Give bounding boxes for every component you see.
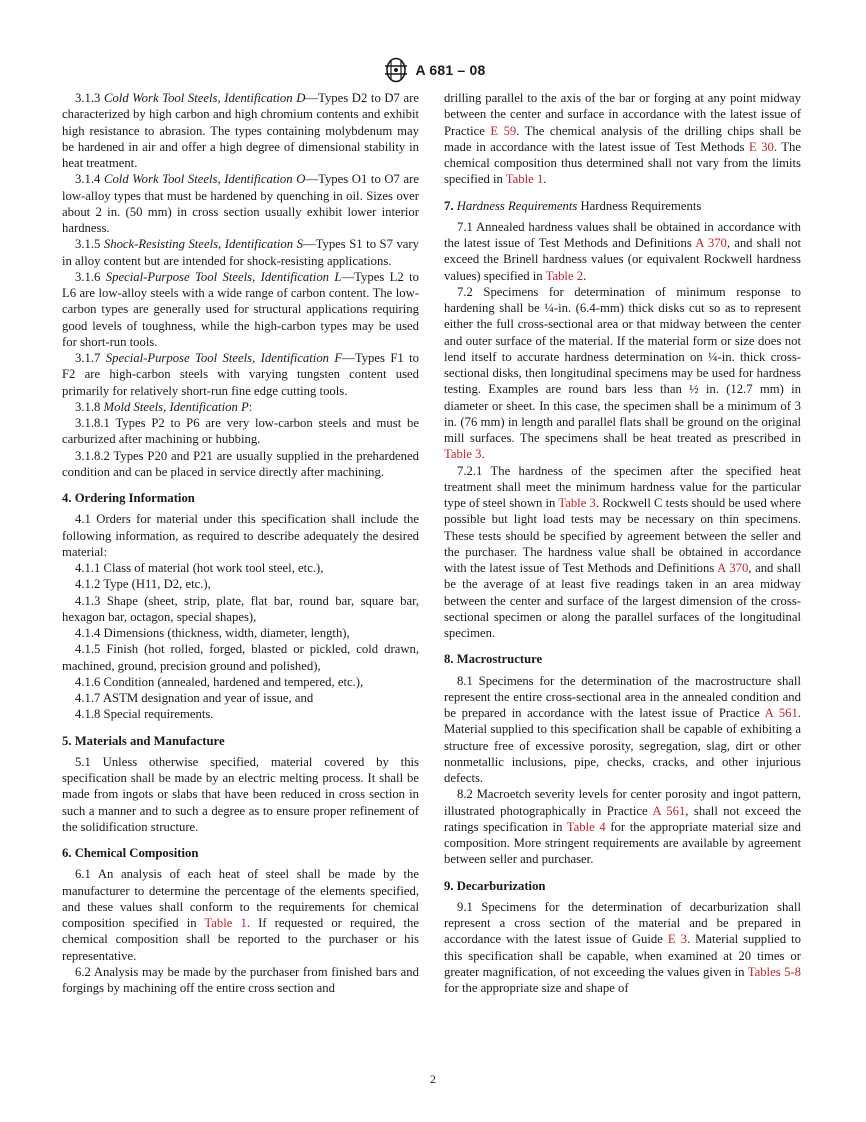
paragraph-3-1-7 bbox=[62, 350, 419, 399]
section-heading-4: 4. Ordering Information bbox=[62, 491, 195, 505]
paragraph-3-1-3 bbox=[62, 90, 419, 171]
paragraph-4-1: 4.1 Orders for material under this specification shall include the following information, as required to describe adequately the desired material: bbox=[62, 512, 419, 559]
section-number: 3.1.3 bbox=[75, 91, 101, 105]
paragraph-text: . bbox=[481, 447, 485, 462]
section-title-italic: Hardness Requirements bbox=[456, 198, 578, 213]
paragraph-text: . Material supplied to this specification shall be capable, when examined at 20 times or greater magnification, of not exceeding the values given in bbox=[444, 932, 801, 979]
paragraph-text: —Types F1 to F2 are high-carbon steels with varying tungsten content used primarily for relatively short-run fine edge cutting tools. bbox=[62, 351, 420, 398]
paragraph-text: 9.1 Specimens for the determination of decarburization shall represent a cross section of the material and be prepared in accordance with the latest issue of Guide bbox=[444, 899, 801, 947]
subsection-title: Mold Steels, Identification P bbox=[103, 399, 249, 414]
table-3-link[interactable]: Table 3 bbox=[444, 447, 482, 462]
section-heading-6: 6. Chemical Composition bbox=[62, 846, 199, 860]
table-1-link[interactable]: Table 1 bbox=[505, 172, 544, 187]
paragraph-text: for the appropriate size and shape of bbox=[444, 981, 629, 995]
paragraph-6-1 bbox=[62, 866, 419, 964]
paragraph-text: . bbox=[583, 268, 587, 283]
table-2-link[interactable]: Table 2 bbox=[545, 268, 584, 283]
subsection-title: Special-Purpose Tool Steels, Identification L bbox=[105, 269, 342, 284]
document-designation: A 681 – 08 bbox=[415, 62, 486, 78]
page-number: 2 bbox=[430, 1072, 436, 1086]
paragraph-4-1-8: 4.1.8 Special requirements. bbox=[75, 707, 214, 722]
paragraph-4-1-3: 4.1.3 Shape (sheet, strip, plate, flat bar, round bar, square bar, hexagon bar, octagon, special shapes), bbox=[62, 593, 419, 624]
right-column bbox=[444, 90, 801, 996]
paragraph-7-1 bbox=[444, 219, 801, 284]
paragraph-text: 7.2 Specimens for determination of minimum response to hardening shall be ¼-in. (6.4-mm) thick disks cut so as to represent either the full cross-sectional area or that midway between the center and outer surface of the material. If the material form or size does not lend itself to accurate hardness determination on ¼-in. thick cross-sectional disks, then longitudinal specimens may be used for hardness testing. Examples are round bars less than ½ in. (12.7 mm) in diameter or sheet. In this case, the specimen shall be a minimum of 3 in. (76 mm) in length and parallel flats shall be ground on the original mill surfaces. The specimens shall be heat treated as prescribed in bbox=[444, 284, 801, 445]
paragraph-text: 7.2.1 The hardness of the specimen after the specified heat treatment shall meet the minimum hardness value for the particular type of steel shown in bbox=[444, 463, 801, 510]
paragraph-text: . bbox=[543, 172, 547, 187]
section-number: 3.1.4 bbox=[75, 172, 101, 187]
paragraph-text: . Rockwell C tests should be used where possible but light load tests may be necessary on thin specimens. These tests should be specified by agreement between the seller and the purchaser. The hardness value shall be obtained in accordance with the latest issue of Test Methods and Definitions bbox=[444, 496, 802, 575]
paragraph-text: —Types D2 to D7 are characterized by high carbon and high chromium contents and exhibit high resistance to abrasion. The types containing molybdenum may be hardened in air and offer a high degree of dimensional stability in heat treatment. bbox=[62, 91, 419, 170]
a561-link[interactable]: A 561 bbox=[652, 803, 686, 818]
paragraph-text: . If requested or required, the chemical composition shall be reported to the purchaser or his representative. bbox=[62, 916, 419, 963]
paragraph-7-2-1 bbox=[444, 463, 801, 642]
paragraph-text: . The chemical analysis of the drilling chips shall be made in accordance with the latest issue of Test Methods bbox=[444, 123, 801, 154]
paragraph-text: 8.2 Macroetch severity levels for center porosity and ingot pattern, illustrated photographically in Practice bbox=[444, 787, 801, 818]
paragraph-3-1-8 bbox=[62, 399, 419, 415]
paragraph-text: 6.1 An analysis of each heat of steel shall be made by the manufacturer to determine the percentage of the elements specified, and these values shall conform to the requirements for chemical composition specified in bbox=[62, 867, 419, 930]
section-number: 3.1.5 bbox=[75, 237, 101, 252]
paragraph-text: , and shall not exceed the Brinell hardness values (or equivalent Rockwell hardness values) specified in bbox=[444, 236, 801, 283]
paragraph-text: —Types L2 to L6 are low-alloy steels with a wide range of carbon content. The low-carbon types are generally used for structural applications requiring good levels of toughness, while the high-carbon types may be used for short-run tools. bbox=[62, 269, 419, 349]
paragraph-text: 8.1 Specimens for the determination of the macrostructure shall represent the entire cross-sectional area in the annealed condition and be prepared in accordance with the latest issue of Practice bbox=[444, 673, 801, 720]
section-heading-8: 8. Macrostructure bbox=[444, 652, 543, 667]
paragraph-8-1 bbox=[444, 673, 801, 787]
section-number: 3.1.7 bbox=[75, 351, 101, 365]
subsection-title: Shock-Resisting Steels, Identification S bbox=[103, 237, 303, 252]
paragraph-text: . Material supplied to this specification shall be capable of exhibiting a structure free of excessive porosity, segregation, slag, dirt or other nonmetallic inclusions, pipe, checks, cracks, and other injurious defects. bbox=[444, 706, 801, 785]
astm-logo-icon bbox=[381, 57, 411, 83]
a370-link[interactable]: A 370 bbox=[695, 236, 727, 250]
paragraph-text: 7.1 Annealed hardness values shall be obtained in accordance with the latest issue of Test Methods and Definitions bbox=[444, 219, 801, 250]
paragraph-3-1-6 bbox=[62, 269, 419, 350]
section-title: Hardness Requirements bbox=[580, 198, 702, 213]
paragraph-4-1-2: 4.1.2 Type (H11, D2, etc.), bbox=[75, 577, 211, 592]
paragraph-4-1-7: 4.1.7 ASTM designation and year of issue, and bbox=[75, 691, 314, 705]
paragraph-3-1-8-2: 3.1.8.2 Types P20 and P21 are usually supplied in the prehardened condition and can be placed in service directly after machining. bbox=[62, 448, 419, 479]
paragraph-3-1-5 bbox=[62, 236, 419, 269]
paragraph-6-2-continued bbox=[444, 90, 801, 188]
paragraph-text: —Types S1 to S7 vary in alloy content but are intended for shock-resisting applications. bbox=[62, 237, 419, 268]
paragraph-4-1-4: 4.1.4 Dimensions (thickness, width, diameter, length), bbox=[75, 626, 350, 640]
tables-5-8-link[interactable]: Tables 5-8 bbox=[747, 964, 801, 979]
paragraph-8-2 bbox=[444, 786, 801, 867]
paragraph-9-1 bbox=[444, 899, 801, 997]
section-number: 3.1.8 bbox=[75, 399, 101, 414]
paragraph-4-1-6: 4.1.6 Condition (annealed, hardened and tempered, etc.), bbox=[75, 674, 364, 689]
section-heading-9: 9. Decarburization bbox=[444, 878, 546, 893]
subsection-title: Cold Work Tool Steels, Identification O bbox=[103, 172, 306, 187]
table-1-link[interactable]: Table 1 bbox=[204, 916, 247, 930]
e30-link[interactable]: E 30 bbox=[748, 139, 774, 154]
paragraph-7-2 bbox=[444, 284, 801, 463]
left-column bbox=[62, 90, 419, 996]
table-3-link[interactable]: Table 3 bbox=[558, 496, 596, 510]
paragraph-text: : bbox=[248, 399, 253, 414]
section-heading-7 bbox=[444, 198, 801, 214]
paragraph-4-1-1: 4.1.1 Class of material (hot work tool steel, etc.), bbox=[75, 561, 324, 575]
paragraph-3-1-8-1: 3.1.8.1 Types P2 to P6 are very low-carbon steels and must be carburized after machining or hubbing. bbox=[62, 416, 419, 447]
paragraph-text: for the appropriate material size and composition. More stringent requirements are available by agreement between seller and purchaser. bbox=[444, 819, 801, 867]
subsection-title: Cold Work Tool Steels, Identification D bbox=[103, 91, 306, 105]
e59-link[interactable]: E 59 bbox=[490, 123, 517, 138]
subsection-title: Special-Purpose Tool Steels, Identification F bbox=[105, 351, 343, 365]
table-4-link[interactable]: Table 4 bbox=[566, 819, 606, 834]
paragraph-text: . The chemical composition thus determined shall not vary from the limits specified in bbox=[444, 139, 801, 187]
paragraph-text: —Types O1 to O7 are low-alloy types that must be hardened by quenching in oil. Sizes over about 2 in. (50 mm) in cross section usually exhibit lower interior hardness. bbox=[62, 172, 419, 235]
paragraph-5-1: 5.1 Unless otherwise specified, material covered by this specification shall be made by an electric melting process. It shall be made from ingots or slabs that have been reduced in cross section in such a manner and to such a degree as to ensure proper refinement of the solidification structure. bbox=[62, 754, 419, 834]
section-heading-5: 5. Materials and Manufacture bbox=[62, 733, 225, 748]
paragraph-text: drilling parallel to the axis of the bar or forging at any point midway between the center and surface in accordance with the latest issue of Practice bbox=[444, 91, 801, 138]
paragraph-6-2: 6.2 Analysis may be made by the purchaser from finished bars and forgings by machining off the entire cross section and bbox=[62, 964, 419, 995]
paragraph-4-1-5: 4.1.5 Finish (hot rolled, forged, blasted or pickled, cold drawn, machined, ground, precision ground and polished), bbox=[62, 642, 419, 673]
paragraph-3-1-4 bbox=[62, 171, 419, 236]
paragraph-text: , and shall be the average of at least five readings taken in an area midway between the center and surface of the largest dimension of the cross-sectional specimen or along the parallel surfaces of the longitudinal specimen. bbox=[444, 561, 801, 640]
a561-link[interactable]: A 561 bbox=[764, 706, 798, 720]
section-number: 3.1.6 bbox=[75, 269, 101, 284]
section-number: 7. bbox=[444, 198, 454, 213]
e3-link[interactable]: E 3 bbox=[667, 932, 687, 947]
paragraph-text: , shall not exceed the ratings specification in bbox=[444, 803, 802, 834]
a370-link[interactable]: A 370 bbox=[717, 561, 749, 575]
page-header bbox=[0, 57, 866, 83]
